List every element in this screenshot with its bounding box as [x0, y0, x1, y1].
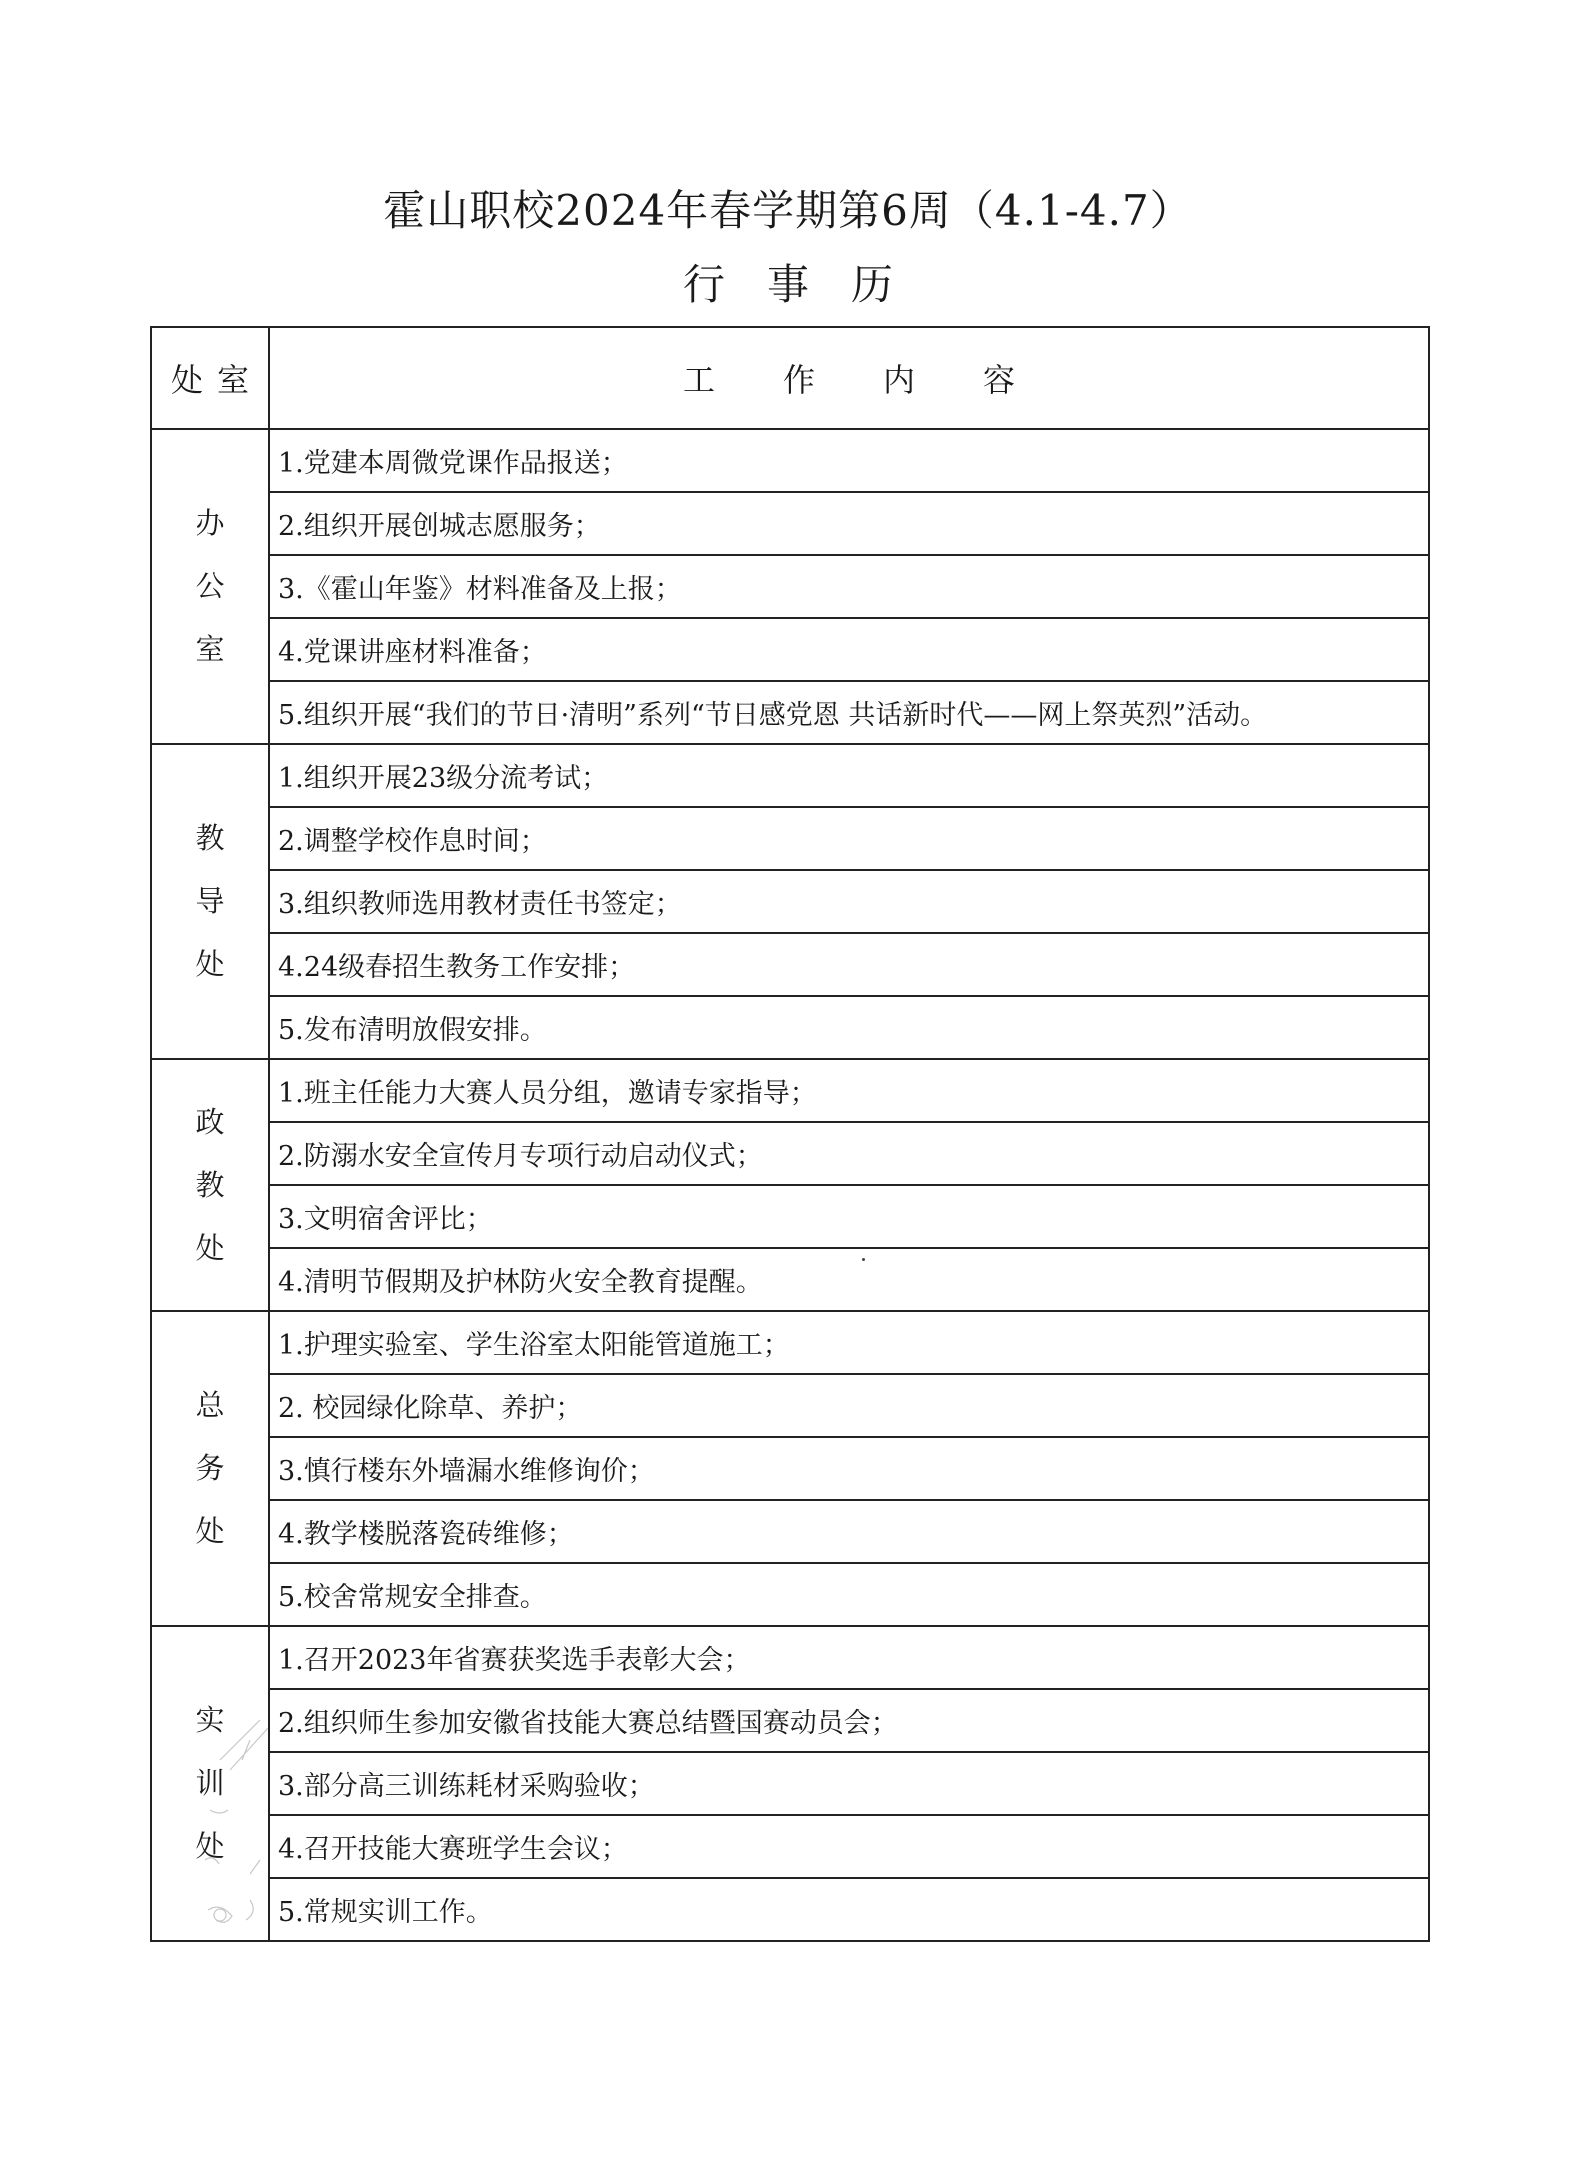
department-name: 总务处 [195, 1388, 225, 1548]
table-row [151, 1878, 1429, 1941]
work-item: 1.护理实验室、学生浴室太阳能管道施工； [269, 1311, 1429, 1374]
work-item: 2.调整学校作息时间； [269, 807, 1429, 870]
work-item: 1.召开2023年省赛获奖选手表彰大会； [269, 1626, 1429, 1689]
table-row [151, 1311, 1429, 1374]
work-item: 1.党建本周微党课作品报送； [269, 429, 1429, 492]
department-cell [151, 1311, 269, 1626]
table-row [151, 1752, 1429, 1815]
work-item: 4.清明节假期及护林防火安全教育提醒。 [269, 1248, 1429, 1311]
table-row [151, 1122, 1429, 1185]
work-item: 2.防溺水安全宣传月专项行动启动仪式； [269, 1122, 1429, 1185]
department-cell [151, 744, 269, 1059]
department-name: 政教处 [195, 1104, 225, 1265]
department-name: 教导处 [195, 821, 225, 981]
table-header-row [151, 327, 1429, 429]
department-cell [151, 429, 269, 744]
department-name: 实训处 [195, 1703, 225, 1863]
document-subtitle: 行事历 [682, 260, 935, 309]
table-row [151, 1815, 1429, 1878]
work-item: 5.校舍常规安全排查。 [269, 1563, 1429, 1626]
work-item: 4.教学楼脱落瓷砖维修； [269, 1500, 1429, 1563]
table-row [151, 1563, 1429, 1626]
work-item: 4.党课讲座材料准备； [269, 618, 1429, 681]
work-item: 2. 校园绿化除草、养护； [269, 1374, 1429, 1437]
work-item: 3.文明宿舍评比； [269, 1185, 1429, 1248]
table-row [151, 870, 1429, 933]
work-item: 5.发布清明放假安排。 [269, 996, 1429, 1059]
table-row [151, 1059, 1429, 1122]
table-row [151, 1500, 1429, 1563]
work-item: 3.《霍山年鉴》材料准备及上报； [269, 555, 1429, 618]
table-row [151, 555, 1429, 618]
work-item: 2.组织师生参加安徽省技能大赛总结暨国赛动员会； [269, 1689, 1429, 1752]
table-row [151, 1626, 1429, 1689]
work-item: 1.班主任能力大赛人员分组，邀请专家指导； [269, 1059, 1429, 1122]
work-item: 5.组织开展“我们的节日·清明”系列“节日感党恩 共话新时代——网上祭英烈”活动。 [269, 681, 1429, 744]
scan-speck [862, 1258, 865, 1261]
table-row [151, 933, 1429, 996]
table-row [151, 807, 1429, 870]
department-cell [151, 1626, 269, 1941]
table-row [151, 429, 1429, 492]
work-item: 3.部分高三训练耗材采购验收； [269, 1752, 1429, 1815]
table-row [151, 618, 1429, 681]
work-item: 2.组织开展创城志愿服务； [269, 492, 1429, 555]
table-row [151, 681, 1429, 744]
table-row [151, 1248, 1429, 1311]
table-row [151, 1437, 1429, 1500]
work-item: 4.24级春招生教务工作安排； [269, 933, 1429, 996]
department-name: 办公室 [195, 506, 225, 666]
work-item: 1.组织开展23级分流考试； [269, 744, 1429, 807]
work-item: 3.组织教师选用教材责任书签定； [269, 870, 1429, 933]
header-content: 工作内容 [269, 327, 1429, 429]
table-row [151, 744, 1429, 807]
schedule-table [150, 326, 1430, 1942]
header-department: 处室 [151, 327, 269, 429]
table-row [151, 1689, 1429, 1752]
table-row [151, 492, 1429, 555]
document-title: 霍山职校2024年春学期第6周（4.1-4.7） [383, 186, 1193, 235]
work-item: 4.召开技能大赛班学生会议； [269, 1815, 1429, 1878]
table-row [151, 996, 1429, 1059]
work-item: 5.常规实训工作。 [269, 1878, 1429, 1941]
table-row [151, 1374, 1429, 1437]
work-item: 3.慎行楼东外墙漏水维修询价； [269, 1437, 1429, 1500]
table-row [151, 1185, 1429, 1248]
department-cell [151, 1059, 269, 1311]
